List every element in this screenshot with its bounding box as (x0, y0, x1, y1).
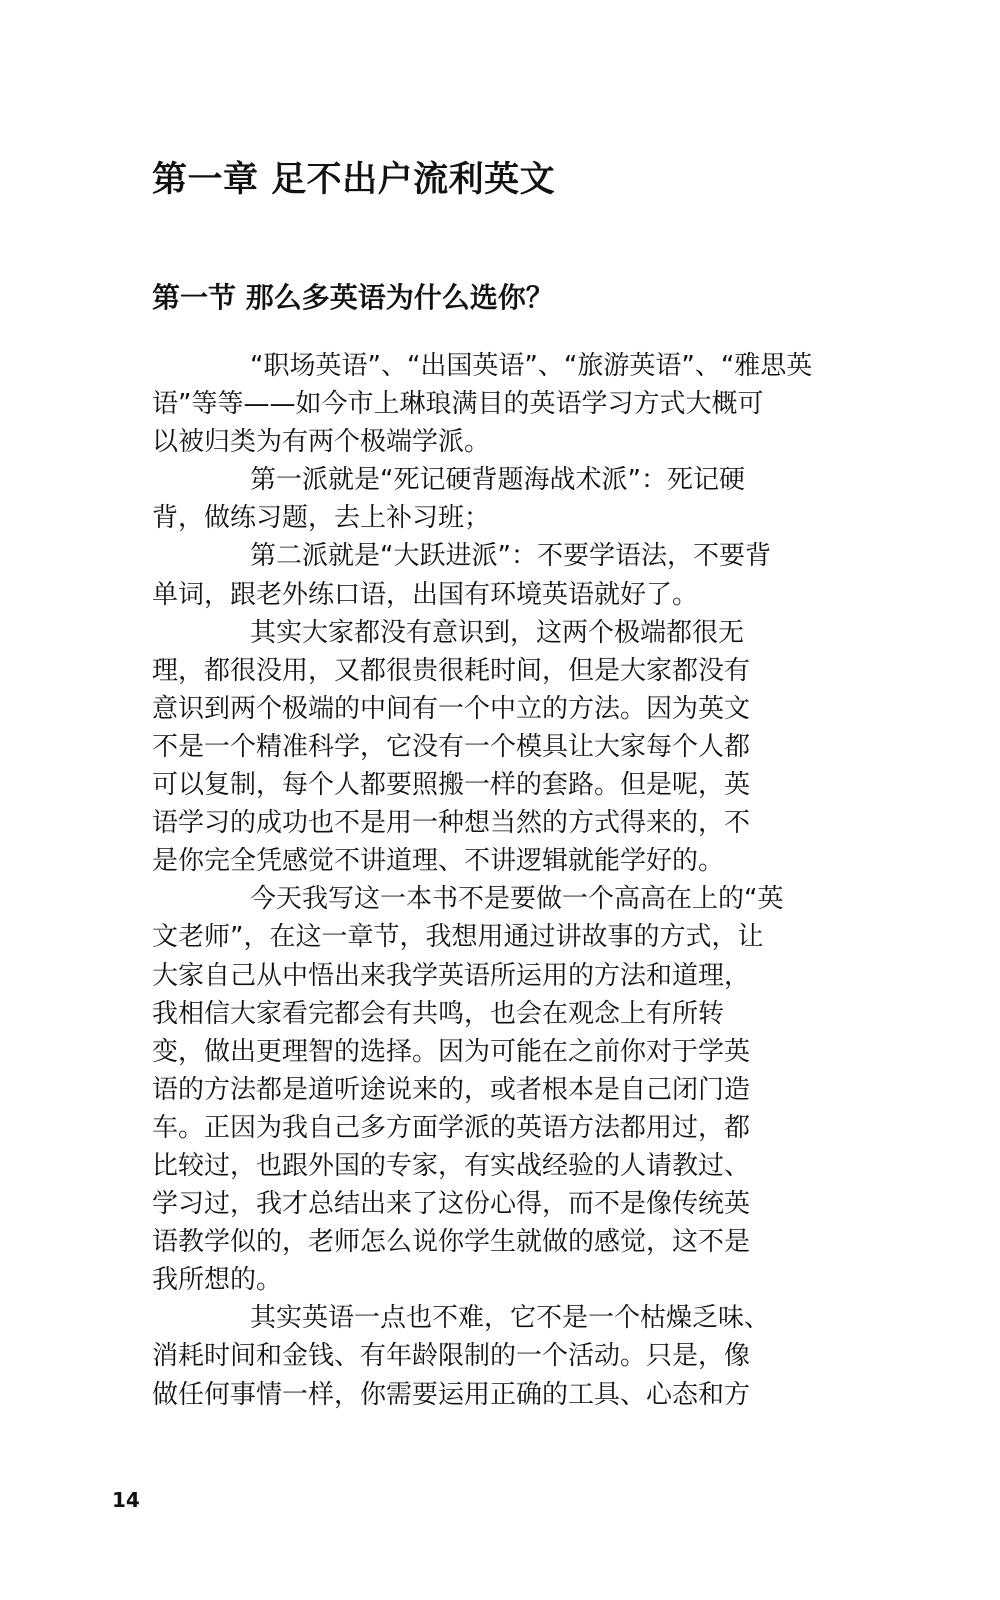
paragraph-line: 今天我写这一本书不是要做一个高高在上的“英 (250, 884, 784, 915)
paragraph-line: 第一派就是“死记硬背题海战术派”：死记硬 (250, 465, 745, 496)
paragraph-line: 语”等等——如今市上琳琅满目的英语学习方式大概可 (152, 389, 764, 420)
body-text (152, 347, 852, 1414)
paragraph-line: 单词，跟老外练口语，出国有环境英语就好了。 (152, 579, 699, 610)
paragraph-line: 我相信大家看完都会有共鸣，也会在观念上有所转 (152, 998, 725, 1029)
chapter-title: 第一章 足不出户流利英文 (152, 160, 556, 200)
paragraph-line: 可以复制，每个人都要照搬一样的套路。但是呢，英 (152, 770, 751, 801)
paragraph-line: 其实英语一点也不难，它不是一个枯燥乏味、 (250, 1303, 771, 1334)
page-number: 14 (112, 1488, 140, 1512)
paragraph-line: 车。正因为我自己多方面学派的英语方法都用过，都 (152, 1112, 751, 1143)
paragraph-line: 大家自己从中悟出来我学英语所运用的方法和道理， (152, 960, 751, 991)
paragraph-line: 理，都很没用，又都很贵很耗时间，但是大家都没有 (152, 655, 751, 686)
paragraph-line: 是你完全凭感觉不讲道理、不讲逻辑就能学好的。 (152, 846, 725, 877)
paragraph-line: 我所想的。 (152, 1265, 283, 1296)
paragraph-line: 以被归类为有两个极端学派。 (152, 427, 491, 458)
paragraph-line: “职场英语”、“出国英语”、“旅游英语”、“雅思英 (250, 351, 813, 381)
section-title: 第一节 那么多英语为什么选你？ (152, 281, 554, 314)
paragraph-line: 消耗时间和金钱、有年龄限制的一个活动。只是，像 (152, 1341, 751, 1372)
paragraph-line: 意识到两个极端的中间有一个中立的方法。因为英文 (152, 693, 751, 724)
paragraph-line: 做任何事情一样，你需要运用正确的工具、心态和方 (152, 1379, 751, 1410)
paragraph-line: 不是一个精准科学，它没有一个模具让大家每个人都 (152, 731, 751, 762)
paragraph-line: 其实大家都没有意识到，这两个极端都很无 (250, 617, 745, 648)
paragraph-line: 变，做出更理智的选择。因为可能在之前你对于学英 (152, 1036, 751, 1067)
paragraph-line: 背，做练习题，去上补习班； (152, 503, 491, 534)
paragraph-line: 语学习的成功也不是用一种想当然的方式得来的，不 (152, 808, 751, 839)
paragraph-line: 学习过，我才总结出来了这份心得，而不是像传统英 (152, 1189, 751, 1220)
paragraph-line: 第二派就是“大跃进派”：不要学语法，不要背 (250, 541, 771, 572)
paragraph-line: 语教学似的，老师怎么说你学生就做的感觉，这不是 (152, 1227, 751, 1258)
paragraph-line: 语的方法都是道听途说来的，或者根本是自己闭门造 (152, 1074, 751, 1105)
paragraph-line: 比较过，也跟外国的专家，有实战经验的人请教过、 (152, 1150, 751, 1181)
paragraph-line: 文老师”，在这一章节，我想用通过讲故事的方式，让 (152, 922, 764, 953)
